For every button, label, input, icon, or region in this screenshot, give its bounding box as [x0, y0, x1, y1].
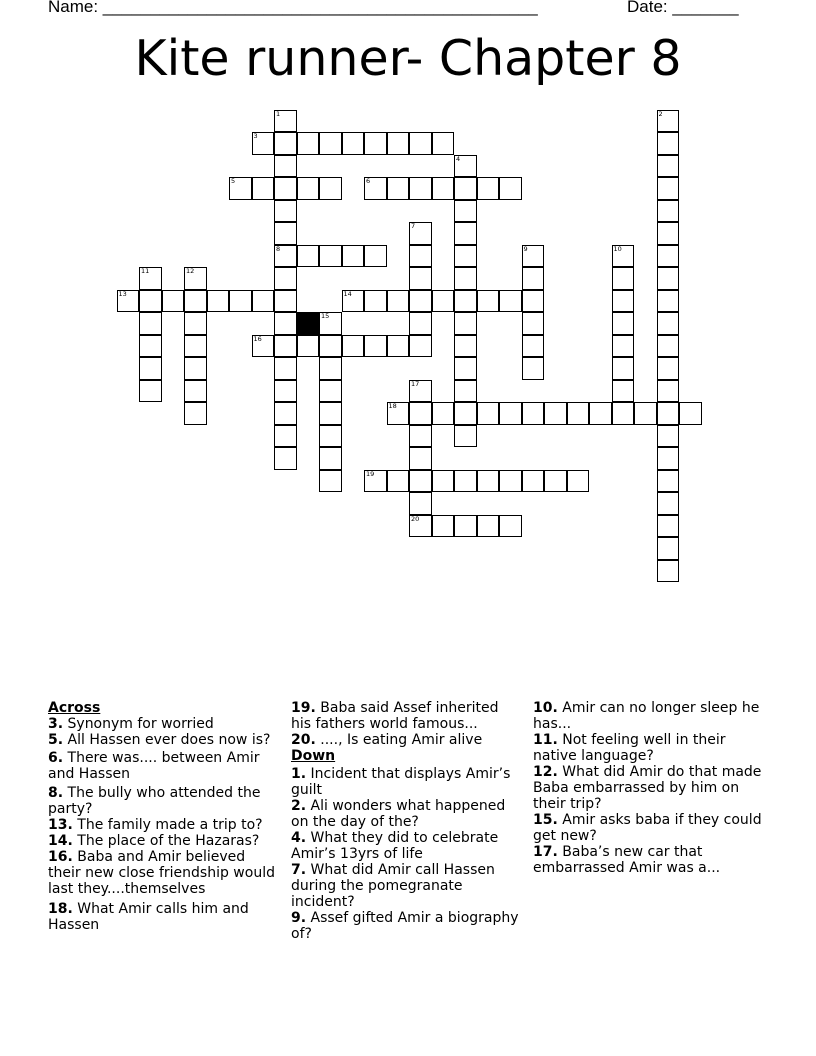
cell-number: 3 — [253, 132, 258, 140]
crossword-cell[interactable] — [274, 402, 297, 425]
crossword-cell[interactable] — [319, 335, 342, 358]
crossword-cell[interactable] — [657, 492, 680, 515]
crossword-cell[interactable] — [432, 132, 455, 155]
clue-across-19: 19. Baba said Assef inherited his fathers world famous... — [291, 700, 499, 732]
crossword-cell[interactable] — [387, 470, 410, 493]
crossword-cell[interactable] — [409, 492, 432, 515]
cell-number: 5 — [231, 177, 236, 185]
crossword-cell[interactable] — [319, 380, 342, 403]
crossword-cell[interactable] — [612, 335, 635, 358]
crossword-cell[interactable] — [657, 290, 680, 313]
crossword-cell[interactable] — [409, 335, 432, 358]
crossword-cell[interactable] — [657, 267, 680, 290]
cell-number: 18 — [388, 402, 397, 410]
crossword-cell[interactable] — [657, 402, 680, 425]
name-field-label: Name: ______________________________________________ — [48, 0, 538, 16]
crossword-cell[interactable] — [117, 290, 140, 313]
crossword-cell[interactable] — [432, 515, 455, 538]
crossword-cell[interactable] — [139, 267, 162, 290]
crossword-cell[interactable] — [454, 515, 477, 538]
crossword-cell[interactable] — [612, 290, 635, 313]
crossword-cell[interactable] — [657, 200, 680, 223]
crossword-cell[interactable] — [139, 335, 162, 358]
crossword-cell[interactable] — [499, 402, 522, 425]
clue-across-14: 14. The place of the Hazaras? — [48, 833, 260, 849]
crossword-cell[interactable] — [252, 132, 275, 155]
crossword-cell[interactable] — [319, 425, 342, 448]
crossword-cell[interactable] — [319, 312, 342, 335]
crossword-cell[interactable] — [657, 537, 680, 560]
crossword-cell[interactable] — [522, 402, 545, 425]
crossword-cell[interactable] — [657, 155, 680, 178]
cell-number: 14 — [343, 289, 352, 298]
cell-number: 1 — [276, 109, 281, 118]
crossword-cell[interactable] — [409, 267, 432, 290]
cell-number: 2 — [658, 109, 663, 118]
cell-number: 7 — [411, 222, 416, 230]
clue-across-3: 3. Synonym for worried — [48, 716, 214, 732]
crossword-cell[interactable] — [364, 335, 387, 358]
crossword-cell[interactable] — [409, 132, 432, 155]
clue-down-11: 11. Not feeling well in their native language? — [533, 732, 726, 764]
crossword-cell[interactable] — [297, 245, 320, 268]
crossword-cell[interactable] — [477, 515, 500, 538]
crossword-cell[interactable] — [612, 312, 635, 335]
crossword-cell[interactable] — [499, 470, 522, 493]
crossword-cell[interactable] — [657, 312, 680, 335]
crossword-cell[interactable] — [409, 312, 432, 335]
crossword-cell[interactable] — [274, 425, 297, 448]
crossword-cell[interactable] — [364, 470, 387, 493]
crossword-cell[interactable] — [342, 245, 365, 268]
crossword-cell[interactable] — [634, 402, 657, 425]
clues-column-1 — [48, 700, 278, 933]
crossword-cell[interactable] — [297, 335, 320, 358]
cell-number: 16 — [253, 334, 262, 343]
crossword-cell[interactable] — [454, 312, 477, 335]
crossword-cell[interactable] — [274, 312, 297, 335]
crossword-cell[interactable] — [139, 312, 162, 335]
crossword-cell[interactable] — [657, 470, 680, 493]
crossword-cell[interactable] — [409, 470, 432, 493]
crossword-cell[interactable] — [274, 267, 297, 290]
clue-down-12: 12. What did Amir do that made Baba embarrassed by him on their trip? — [533, 764, 762, 812]
crossword-cell[interactable] — [274, 200, 297, 223]
clue-down-9: 9. Assef gifted Amir a biography of? — [291, 910, 519, 942]
crossword-cell[interactable] — [522, 245, 545, 268]
cell-number: 11 — [141, 267, 150, 275]
down-heading: Down — [291, 748, 336, 764]
clues-column-2 — [291, 700, 521, 942]
crossword-cell[interactable] — [522, 312, 545, 335]
crossword-cell[interactable] — [319, 177, 342, 200]
crossword-cell[interactable] — [162, 290, 185, 313]
crossword-cell[interactable] — [454, 290, 477, 313]
crossword-cell[interactable] — [454, 402, 477, 425]
crossword-cell[interactable] — [499, 290, 522, 313]
cell-number: 20 — [411, 514, 420, 523]
cell-number: 6 — [366, 177, 371, 185]
crossword-cell[interactable] — [454, 267, 477, 290]
crossword-cell[interactable] — [274, 357, 297, 380]
crossword-cell[interactable] — [274, 155, 297, 178]
crossword-cell[interactable] — [409, 402, 432, 425]
crossword-cell[interactable] — [297, 132, 320, 155]
crossword-cell[interactable] — [207, 290, 230, 313]
clue-down-7: 7. What did Amir call Hassen during the pomegranate incident? — [291, 862, 495, 910]
crossword-cell[interactable] — [342, 335, 365, 358]
crossword-cell[interactable] — [274, 447, 297, 470]
crossword-cell[interactable] — [522, 267, 545, 290]
date-field-label: Date: _______ — [627, 0, 739, 16]
crossword-cell[interactable] — [657, 110, 680, 133]
crossword-cell[interactable] — [454, 200, 477, 223]
crossword-cell[interactable] — [184, 290, 207, 313]
crossword-cell[interactable] — [274, 245, 297, 268]
cell-number: 17 — [411, 379, 420, 388]
crossword-cell[interactable] — [409, 447, 432, 470]
crossword-cell[interactable] — [657, 447, 680, 470]
crossword-cell[interactable] — [409, 245, 432, 268]
crossword-cell[interactable] — [409, 222, 432, 245]
crossword-cell[interactable] — [567, 470, 590, 493]
crossword-cell[interactable] — [274, 222, 297, 245]
crossword-cell[interactable] — [409, 380, 432, 403]
crossword-cell[interactable] — [454, 425, 477, 448]
crossword-cell[interactable] — [387, 402, 410, 425]
crossword-cell[interactable] — [387, 132, 410, 155]
cell-number: 8 — [276, 244, 281, 253]
crossword-black-cell — [297, 312, 320, 335]
crossword-cell[interactable] — [342, 132, 365, 155]
cell-number: 9 — [523, 244, 528, 253]
crossword-cell[interactable] — [477, 290, 500, 313]
crossword-cell[interactable] — [567, 402, 590, 425]
crossword-cell[interactable] — [454, 380, 477, 403]
crossword-cell[interactable] — [454, 245, 477, 268]
crossword-cell[interactable] — [657, 335, 680, 358]
crossword-cell[interactable] — [454, 470, 477, 493]
crossword-cell[interactable] — [657, 177, 680, 200]
crossword-cell[interactable] — [409, 290, 432, 313]
crossword-cell[interactable] — [679, 402, 702, 425]
crossword-cell[interactable] — [657, 357, 680, 380]
clue-down-2: 2. Ali wonders what happened on the day of the? — [291, 798, 506, 830]
clue-across-6: 6. There was.... between Amir and Hassen — [48, 750, 260, 782]
crossword-cell[interactable] — [387, 290, 410, 313]
crossword-cell[interactable] — [364, 177, 387, 200]
crossword-cell[interactable] — [387, 177, 410, 200]
crossword-cell[interactable] — [522, 335, 545, 358]
cell-number: 12 — [186, 267, 195, 275]
crossword-cell[interactable] — [342, 290, 365, 313]
crossword-cell[interactable] — [184, 335, 207, 358]
crossword-cell[interactable] — [432, 402, 455, 425]
clue-across-18: 18. What Amir calls him and Hassen — [48, 901, 249, 933]
clue-across-20: 20. ...., Is eating Amir alive — [291, 732, 483, 748]
crossword-cell[interactable] — [274, 132, 297, 155]
clues-column-3 — [533, 700, 763, 876]
crossword-cell[interactable] — [657, 560, 680, 583]
crossword-cell[interactable] — [184, 312, 207, 335]
crossword-cell[interactable] — [409, 425, 432, 448]
crossword-cell[interactable] — [274, 290, 297, 313]
crossword-cell[interactable] — [184, 380, 207, 403]
crossword-cell[interactable] — [364, 132, 387, 155]
crossword-cell[interactable] — [477, 402, 500, 425]
clue-down-15: 15. Amir asks baba if they could get new? — [533, 812, 762, 844]
crossword-cell[interactable] — [432, 177, 455, 200]
clue-across-5: 5. All Hassen ever does now is? — [48, 732, 271, 748]
crossword-cell[interactable] — [184, 267, 207, 290]
crossword-cell[interactable] — [409, 177, 432, 200]
cell-number: 19 — [366, 469, 375, 478]
crossword-cell[interactable] — [432, 470, 455, 493]
clue-down-17: 17. Baba’s new car that embarrassed Amir was a... — [533, 844, 721, 876]
crossword-cell[interactable] — [274, 110, 297, 133]
crossword-cell[interactable] — [454, 177, 477, 200]
crossword-cell[interactable] — [477, 177, 500, 200]
crossword-cell[interactable] — [657, 515, 680, 538]
crossword-cell[interactable] — [544, 402, 567, 425]
crossword-cell[interactable] — [319, 447, 342, 470]
crossword-cell[interactable] — [589, 402, 612, 425]
crossword-cell[interactable] — [612, 402, 635, 425]
crossword-cell[interactable] — [657, 132, 680, 155]
crossword-cell[interactable] — [612, 267, 635, 290]
crossword-cell[interactable] — [139, 290, 162, 313]
crossword-cell[interactable] — [229, 177, 252, 200]
crossword-cell[interactable] — [364, 245, 387, 268]
crossword-cell[interactable] — [252, 177, 275, 200]
crossword-cell[interactable] — [274, 177, 297, 200]
crossword-cell[interactable] — [522, 470, 545, 493]
clue-down-4: 4. What they did to celebrate Amir’s 13yrs of life — [291, 830, 499, 862]
crossword-cell[interactable] — [432, 290, 455, 313]
crossword-cell[interactable] — [274, 335, 297, 358]
crossword-cell[interactable] — [612, 380, 635, 403]
crossword-cell[interactable] — [612, 245, 635, 268]
crossword-cell[interactable] — [657, 222, 680, 245]
clue-down-1: 1. Incident that displays Amir’s guilt — [291, 766, 511, 798]
crossword-cell[interactable] — [319, 245, 342, 268]
crossword-cell[interactable] — [477, 470, 500, 493]
crossword-cell[interactable] — [252, 290, 275, 313]
crossword-cell[interactable] — [454, 155, 477, 178]
cell-number: 4 — [456, 154, 461, 163]
crossword-cell[interactable] — [364, 290, 387, 313]
cell-number: 10 — [613, 244, 622, 253]
crossword-cell[interactable] — [252, 335, 275, 358]
clue-across-8: 8. The bully who attended the party? — [48, 785, 261, 817]
crossword-cell[interactable] — [657, 425, 680, 448]
crossword-cell[interactable] — [612, 357, 635, 380]
crossword-cell[interactable] — [522, 290, 545, 313]
crossword-cell[interactable] — [319, 470, 342, 493]
crossword-cell[interactable] — [499, 177, 522, 200]
crossword-cell[interactable] — [409, 515, 432, 538]
crossword-cell[interactable] — [657, 380, 680, 403]
crossword-cell[interactable] — [454, 222, 477, 245]
across-heading: Across — [48, 700, 101, 716]
clue-across-16: 16. Baba and Amir believed their new close friendship would last they....themselves — [48, 849, 275, 897]
crossword-cell[interactable] — [454, 335, 477, 358]
crossword-cell[interactable] — [522, 357, 545, 380]
crossword-cell[interactable] — [184, 357, 207, 380]
crossword-cell[interactable] — [454, 357, 477, 380]
crossword-cell[interactable] — [499, 515, 522, 538]
crossword-cell[interactable] — [229, 290, 252, 313]
crossword-cell[interactable] — [184, 402, 207, 425]
crossword-cell[interactable] — [319, 402, 342, 425]
cell-number: 13 — [118, 289, 127, 298]
crossword-cell[interactable] — [139, 357, 162, 380]
crossword-cell[interactable] — [139, 380, 162, 403]
crossword-cell[interactable] — [274, 380, 297, 403]
crossword-cell[interactable] — [387, 335, 410, 358]
cell-number: 15 — [321, 312, 330, 320]
crossword-cell[interactable] — [544, 470, 567, 493]
crossword-cell[interactable] — [319, 132, 342, 155]
clue-down-10: 10. Amir can no longer sleep he has... — [533, 700, 760, 732]
crossword-cell[interactable] — [297, 177, 320, 200]
clue-across-13: 13. The family made a trip to? — [48, 817, 263, 833]
page-title: Kite runner- Chapter 8 — [134, 30, 682, 87]
crossword-cell[interactable] — [657, 245, 680, 268]
crossword-cell[interactable] — [319, 357, 342, 380]
